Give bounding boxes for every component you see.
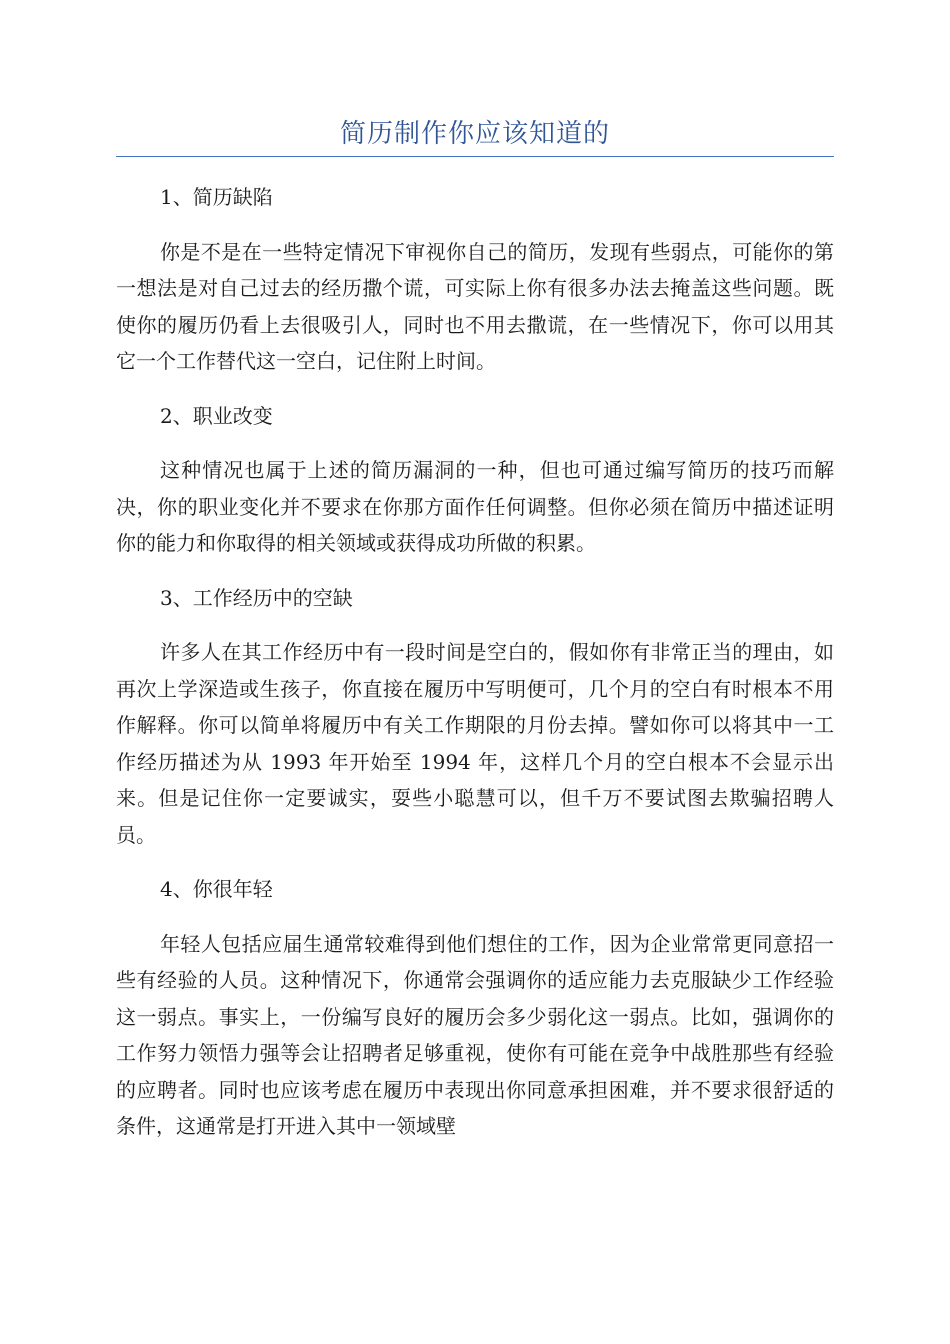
section-heading-3: 3、工作经历中的空缺 bbox=[160, 585, 353, 610]
section-paragraph-4: 年轻人包括应届生通常较难得到他们想住的工作，因为企业常常更同意招一些有经验的人员。这种情况下，你通常会强调你的适应能力去克服缺少工作经验这一弱点。事实上，一份编写良好的履历会多少弱化这一弱点。比如，强调你的工作努力领悟力强等会让招聘者足够重视，使你有可能在竞争中战胜那些有经验的应聘者。同时也应该考虑在履历中表现出你同意承担困难，并不要求很舒适的条件，这通常是打开进入其中一领域壁 bbox=[116, 931, 834, 1138]
section-heading-1: 1、简历缺陷 bbox=[160, 185, 273, 209]
section-paragraph-3: 许多人在其工作经历中有一段时间是空白的，假如你有非常正当的理由，如再次上学深造或生孩子，你直接在履历中写明便可，几个月的空白有时根本不用作解释。你可以简单将履历中有关工作期限的月份去掉。譬如你可以将其中一工作经历描述为从 1993 年开始至 1994 年，这样几个月的空白根本不会显示出来。但是记住你一定要诚实，耍些小聪慧可以，但千万不要试图去欺骗招聘人员。 bbox=[116, 640, 834, 847]
section-paragraph-2: 这种情况也属于上述的简历漏洞的一种，但也可通过编写简历的技巧而解决，你的职业变化并不要求在你那方面作任何调整。但你必须在简历中描述证明你的能力和你取得的相关领域或获得成功所做的积累。 bbox=[116, 458, 834, 555]
document-title: 简历制作你应该知道的 bbox=[339, 119, 610, 149]
document-page bbox=[116, 0, 834, 1163]
document-body bbox=[116, 179, 834, 1145]
section-heading-4: 4、你很年轻 bbox=[160, 877, 273, 901]
section-heading-2: 2、职业改变 bbox=[160, 403, 273, 428]
title-underline bbox=[116, 156, 834, 157]
section-paragraph-1: 你是不是在一些特定情况下审视你自己的简历，发现有些弱点，可能你的第一想法是对自己过去的经历撒个谎，可实际上你有很多办法去掩盖这些问题。既使你的履历仍看上去很吸引人，同时也不用去撒谎，在一些情况下，你可以用其它一个工作替代这一空白，记住附上时间。 bbox=[116, 239, 834, 373]
